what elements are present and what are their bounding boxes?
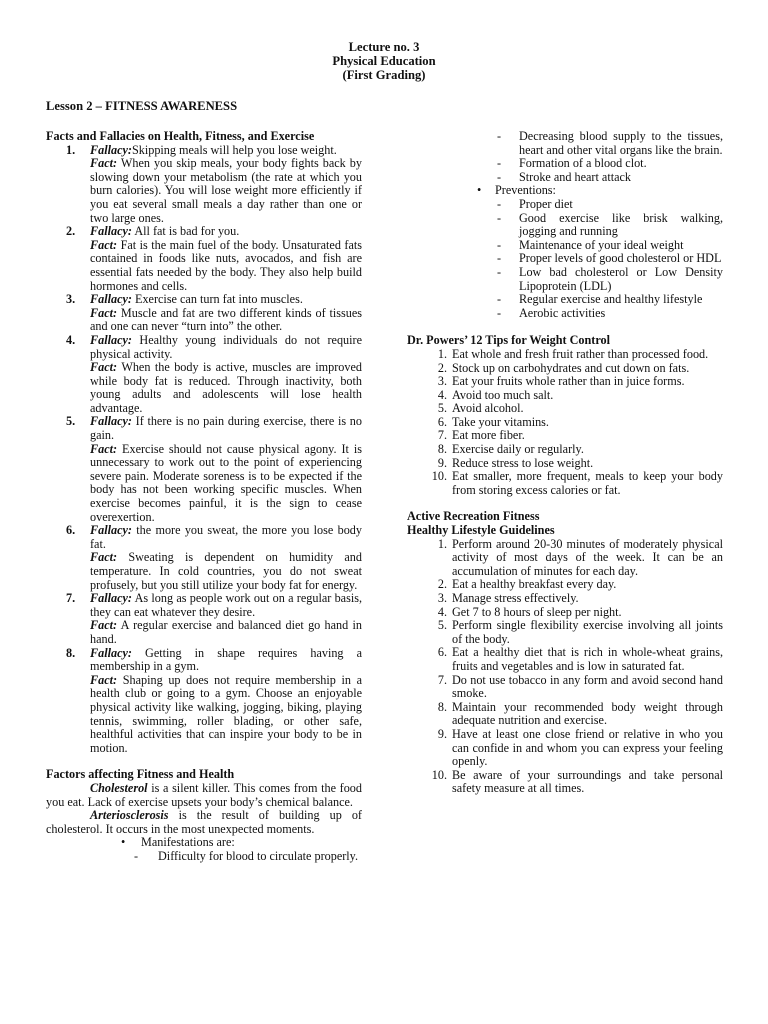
tip-item-text: Exercise daily or regularly. — [452, 442, 584, 457]
tip-item-text: Eat smaller, more frequent, meals to keep your body from storing excess calories or fat. — [452, 469, 723, 497]
manifestation-item — [407, 130, 723, 157]
tip-item — [407, 375, 723, 389]
guideline-item-text: Perform around 20-30 minutes of moderately physical activity of most days of the week. It can be an accumulation of minutes for each day. — [452, 536, 723, 578]
manifestation-item — [407, 171, 723, 185]
manifestations-bullet — [46, 836, 362, 850]
fact-line — [46, 551, 362, 592]
fallacy-line — [46, 415, 362, 442]
fact-text: Muscle and fat are two different kinds of tissues and one can never “turn into” the other. — [90, 305, 362, 334]
guideline-item — [407, 728, 723, 769]
arteriosclerosis-paragraph — [46, 809, 362, 836]
item-number: 1. — [437, 536, 447, 551]
prevention-item — [407, 198, 723, 212]
tip-item-text: Reduce stress to lose weight. — [452, 455, 594, 470]
tip-item-text: Eat more fiber. — [452, 428, 525, 443]
item-number: 2. — [437, 577, 447, 592]
fact-fallacy-item — [46, 647, 362, 756]
item-number: 6. — [437, 414, 447, 429]
fallacy-line — [46, 293, 362, 307]
dash-icon: - — [134, 848, 139, 863]
guideline-item-text: Be aware of your surroundings and take personal safety measure at all times. — [452, 767, 723, 796]
prevention-item — [407, 307, 723, 321]
fact-text: When you skip meals, your body fights back by slowing down your metabolism (the rate at which you burn calories). You will lose weight more efficiently if you eat several small meals a day rather than one or two large ones. — [90, 156, 362, 225]
item-number: 5. — [66, 414, 76, 429]
cholesterol-paragraph — [46, 782, 362, 809]
tip-item-text: Stock up on carbohydrates and cut down on fats. — [452, 360, 690, 375]
dash-icon: - — [497, 169, 502, 184]
cholesterol-text: is a silent killer. This comes from the food you eat. Lack of exercise upsets your body’s chemical balance. — [46, 780, 362, 809]
prevention-text: Maintenance of your ideal weight — [519, 237, 684, 252]
guideline-item — [407, 606, 723, 620]
prevention-text: Good exercise like brisk walking, jogging and running — [519, 210, 723, 239]
item-number: 2. — [437, 360, 447, 375]
prevention-item — [407, 266, 723, 293]
fallacy-label: Fallacy: — [90, 523, 132, 538]
guideline-item — [407, 619, 723, 646]
manifestation-text: Formation of a blood clot. — [519, 156, 647, 171]
tip-item — [407, 443, 723, 457]
tip-item-text: Avoid alcohol. — [452, 401, 524, 416]
fact-fallacy-item — [46, 144, 362, 226]
dash-icon: - — [497, 156, 502, 171]
item-number: 10. — [431, 767, 447, 782]
dash-icon: - — [497, 305, 502, 320]
item-number: 9. — [437, 455, 447, 470]
fallacy-label: Fallacy: — [90, 645, 132, 660]
fact-label: Fact: — [90, 305, 118, 320]
item-number: 3. — [66, 292, 76, 307]
fallacy-label: Fallacy: — [90, 591, 132, 606]
fallacy-text: As long as people work out on a regular basis, they can eat whatever they desire. — [90, 591, 362, 619]
tip-item-text: Take your vitamins. — [452, 414, 549, 429]
tip-item — [407, 402, 723, 416]
guideline-item-text: Eat a healthy breakfast every day. — [452, 577, 617, 592]
arteriosclerosis-term: Arteriosclerosis — [90, 808, 169, 823]
tips-list — [407, 348, 723, 498]
item-number: 3. — [437, 374, 447, 389]
fact-label: Fact: — [90, 672, 118, 687]
fallacy-line — [46, 225, 362, 239]
fact-label: Fact: — [90, 237, 118, 252]
fact-line — [46, 674, 362, 756]
fallacy-label: Fallacy: — [90, 224, 132, 239]
prevention-text: Aerobic activities — [519, 305, 606, 320]
fact-line — [46, 157, 362, 225]
item-number: 8. — [66, 645, 76, 660]
manifestations-label: Manifestations are: — [141, 835, 235, 850]
fallacy-line — [46, 647, 362, 674]
manifestation-text: Decreasing blood supply to the tissues, heart and other vital organs like the brain. — [519, 129, 723, 157]
fallacy-text: Skipping meals will help you lose weight. — [131, 142, 337, 157]
guideline-item-text: Eat a healthy diet that is rich in whole-wheat grains, fruits and vegetables and is low in saturated fat. — [452, 645, 723, 673]
prevention-item — [407, 293, 723, 307]
preventions-list — [407, 198, 723, 320]
item-number: 6. — [66, 523, 76, 538]
prevention-text: Proper diet — [519, 196, 573, 211]
fact-fallacy-item — [46, 293, 362, 334]
manifestation-text: Difficulty for blood to circulate properly. — [158, 848, 359, 863]
item-number: 4. — [437, 387, 447, 402]
prevention-text: Low bad cholesterol or Low Density Lipoprotein (LDL) — [519, 264, 723, 293]
guideline-item-text: Perform single flexibility exercise involving all joints of the body. — [452, 618, 723, 646]
fact-text: Exercise should not cause physical agony. It is unnecessary to work out to the point of experiencing severe pain. Moderate soreness is to be expected if the body has not been working specific muscles. When exercise becomes painful, it is the sign to cease overexertion. — [90, 441, 362, 524]
fact-text: When the body is active, muscles are improved while body fat is reduced. Through inactivity, both young adults and adolescents will lose health advantage. — [90, 360, 362, 415]
item-number: 8. — [437, 699, 447, 714]
tip-item — [407, 429, 723, 443]
tip-item-text: Eat your fruits whole rather than in juice forms. — [452, 374, 685, 389]
facts-section-title: Facts and Fallacies on Health, Fitness, and Exercise — [46, 129, 315, 143]
item-number: 7. — [66, 591, 76, 606]
fact-text: Fat is the main fuel of the body. Unsaturated fats contained in foods like nuts, avocados, and fish are essential fats needed by the body. They also help build hormones and cells. — [90, 237, 362, 293]
item-number: 2. — [66, 224, 76, 239]
facts-list — [46, 144, 362, 756]
item-number: 7. — [437, 672, 447, 687]
fact-text: A regular exercise and balanced diet go hand in hand. — [90, 618, 362, 646]
fact-line — [46, 239, 362, 293]
fact-text: Sweating is dependent on humidity and temperature. In cold countries, you do not sweat profusely, but you still utilize your body fat for energy. — [90, 550, 362, 592]
fact-line — [46, 307, 362, 334]
guideline-item — [407, 538, 723, 579]
recreation-title: Active Recreation Fitness — [407, 509, 540, 524]
tip-item — [407, 348, 723, 362]
fact-label: Fact: — [90, 360, 118, 375]
dash-icon: - — [497, 251, 502, 266]
item-number: 10. — [431, 469, 447, 484]
tip-item — [407, 416, 723, 430]
prevention-text: Regular exercise and healthy lifestyle — [519, 292, 703, 307]
prevention-item — [407, 252, 723, 266]
fallacy-text: Exercise can turn fat into muscles. — [131, 292, 303, 307]
fallacy-text: Getting in shape requires having a membership in a gym. — [90, 645, 362, 674]
guideline-item — [407, 578, 723, 592]
fact-label: Fact: — [90, 618, 118, 633]
guideline-item — [407, 701, 723, 728]
fact-label: Fact: — [90, 441, 118, 456]
guideline-item-text: Maintain your recommended body weight through adequate nutrition and exercise. — [452, 699, 723, 728]
tip-item — [407, 470, 723, 497]
prevention-text: Proper levels of good cholesterol or HDL — [519, 251, 722, 266]
guideline-item-text: Have at least one close friend or relative in who you can confide in and whom you can express your feeling openly. — [452, 726, 723, 769]
fallacy-label: Fallacy: — [90, 332, 132, 347]
grading-period: (First Grading) — [342, 68, 426, 82]
fallacy-text: All fat is bad for you. — [131, 224, 240, 239]
manifestation-item — [46, 850, 362, 864]
prevention-item — [407, 212, 723, 239]
fact-line — [46, 443, 362, 525]
guideline-item-text: Do not use tobacco in any form and avoid second hand smoke. — [452, 672, 723, 701]
factors-section-title: Factors affecting Fitness and Health — [46, 767, 235, 782]
right-column — [407, 130, 723, 796]
lesson-title: Lesson 2 – FITNESS AWARENESS — [46, 99, 238, 113]
guideline-item-text: Get 7 to 8 hours of sleep per night. — [452, 604, 622, 619]
arteriosclerosis-text: is the result of building up of cholesterol. It occurs in the most unexpected moments. — [46, 808, 362, 836]
fact-line — [46, 619, 362, 646]
fact-fallacy-item — [46, 334, 362, 416]
item-number: 8. — [437, 442, 447, 457]
item-number: 4. — [66, 332, 76, 347]
tip-item-text: Avoid too much salt. — [452, 387, 554, 402]
manifestation-item — [407, 157, 723, 171]
subject-title: Physical Education — [332, 54, 436, 68]
dash-icon: - — [497, 210, 502, 225]
fallacy-line — [46, 592, 362, 619]
bullet-icon: • — [477, 183, 482, 198]
fallacy-text: If there is no pain during exercise, there is no gain. — [90, 414, 362, 443]
tips-section-title: Dr. Powers’ 12 Tips for Weight Control — [407, 333, 611, 348]
dash-icon: - — [497, 264, 502, 279]
item-number: 9. — [437, 726, 447, 741]
item-number: 1. — [437, 346, 447, 361]
manifestation-text: Stroke and heart attack — [519, 169, 632, 184]
guideline-item — [407, 646, 723, 673]
manifestations-continued — [407, 130, 723, 184]
fallacy-label: Fallacy: — [90, 414, 132, 429]
fact-label: Fact: — [90, 156, 118, 171]
item-number: 5. — [437, 618, 447, 633]
item-number: 5. — [437, 401, 447, 416]
preventions-label: Preventions: — [495, 183, 556, 198]
item-number: 6. — [437, 645, 447, 660]
fact-fallacy-item — [46, 415, 362, 524]
tip-item-text: Eat whole and fresh fruit rather than processed food. — [452, 346, 709, 361]
fact-fallacy-item — [46, 592, 362, 646]
item-number: 7. — [437, 428, 447, 443]
dash-icon: - — [497, 292, 502, 307]
fallacy-text: the more you sweat, the more you lose body fat. — [90, 523, 362, 551]
preventions-bullet — [407, 184, 723, 198]
fact-label: Fact: — [90, 550, 118, 565]
guideline-item-text: Manage stress effectively. — [452, 591, 579, 605]
fallacy-line — [46, 524, 362, 551]
guidelines-list — [407, 538, 723, 796]
tip-item — [407, 389, 723, 403]
fallacy-label: Fallacy: — [90, 292, 132, 307]
fact-fallacy-item — [46, 524, 362, 592]
dash-icon: - — [497, 237, 502, 252]
fact-line — [46, 361, 362, 415]
item-number: 1. — [66, 142, 76, 157]
tip-item — [407, 457, 723, 471]
guideline-item — [407, 592, 723, 606]
dash-icon: - — [497, 129, 502, 143]
document-header — [0, 40, 768, 82]
item-number: 4. — [437, 604, 447, 619]
fallacy-text: Healthy young individuals do not require physical activity. — [90, 332, 362, 361]
guideline-item — [407, 674, 723, 701]
dash-icon: - — [497, 196, 502, 211]
fact-text: Shaping up does not require membership in a health club or going to a gym. Choose an enjoyable physical activity like walking, jogging, biking, playing tennis, swimming, roller blading, or other safe, healthful activities that can inspire your body to be in motion. — [90, 672, 362, 755]
fallacy-label: Fallacy: — [90, 142, 132, 157]
item-number: 3. — [437, 591, 447, 605]
guidelines-title: Healthy Lifestyle Guidelines — [407, 523, 555, 538]
tip-item — [407, 362, 723, 376]
fallacy-line — [46, 334, 362, 361]
cholesterol-term: Cholesterol — [90, 780, 148, 795]
lecture-number: Lecture no. 3 — [348, 40, 420, 54]
prevention-item — [407, 239, 723, 253]
fact-fallacy-item — [46, 225, 362, 293]
left-column — [46, 130, 362, 863]
fallacy-line — [46, 144, 362, 158]
bullet-icon: • — [121, 835, 126, 850]
guideline-item — [407, 769, 723, 796]
